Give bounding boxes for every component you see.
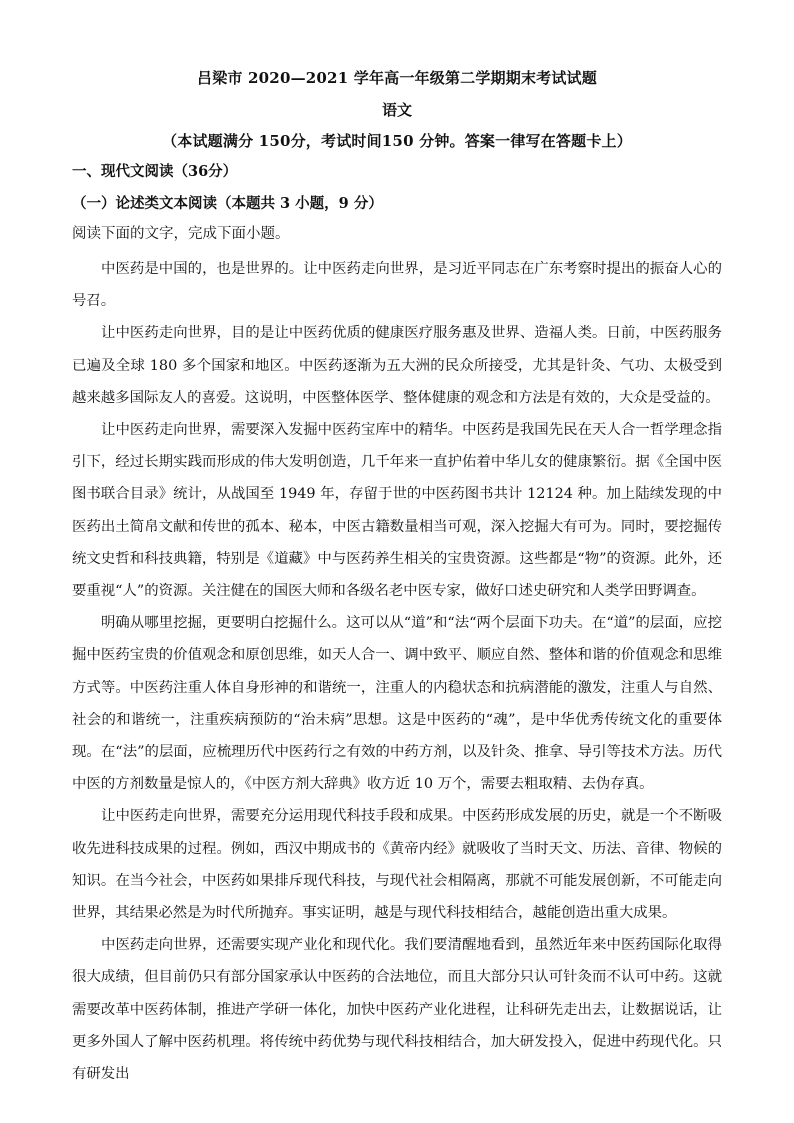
subject-title: 语文 (381, 101, 412, 119)
exam-note: （本试题满分 150分，考试时间150 分钟。答案一律写在答题卡上） (162, 132, 632, 150)
reading-passage (72, 253, 722, 1090)
section-heading: 一、现代文阅读（36分） (72, 163, 238, 180)
subsection-heading: （一）论述类文本阅读（本题共 3 小题，9 分） (72, 195, 383, 212)
exam-title: 吕梁市 2020—2021 学年高一年级第二学期期末考试试题 (197, 69, 597, 87)
passage-paragraph: 中医药是中国的，也是世界的。让中医药走向世界，是习近平同志在广东考察时提出的振奋人心的号召。 (72, 261, 722, 310)
passage-paragraph: 让中医药走向世界，需要充分运用现代科技手段和成果。中医药形成发展的历史，就是一个不断吸收先进科技成果的过程。例如，西汉中期成书的《黄帝内经》就吸收了当时天文、历法、音律、物候的知识。在当今社会，中医药如果排斥现代科技，与现代社会相隔离，那就不可能发展创新，不可能走向世界，其结果必然是为时代所抛弃。事实证明，越是与现代科技相结合，越能创造出重大成果。 (72, 808, 722, 922)
passage-paragraph: 中医药走向世界，还需要实现产业化和现代化。我们要清醒地看到，虽然近年来中医药国际化取得很大成绩，但目前仍只有部分国家承认中医药的合法地位，而且大部分只认可针灸而不认可中药。这就需要改革中医药体制，推进产学研一体化，加快中医药产业化进程，让科研先走出去，让数据说话，让更多外国人了解中医药机理。将传统中药优势与现代科技相结合，加大研发投入，促进中药现代化。只有研发出 (72, 937, 722, 1083)
passage-paragraph: 让中医药走向世界，目的是让中医药优质的健康医疗服务惠及世界、造福人类。日前，中医药服务已遍及全球 180 多个国家和地区。中医药逐渐为五大洲的民众所接受，尤其是针灸、气功、太极受到越来越多国际友人的喜爱。这说明，中医整体医学、整体健康的观念和方法是有效的，大众是受益的。 (72, 325, 722, 406)
reading-instruction: 阅读下面的文字，完成下面小题。 (72, 226, 290, 242)
passage-paragraph: 让中医药走向世界，需要深入发掘中医药宝库中的精华。中医药是我国先民在天人合一哲学理念指引下，经过长期实践而形成的伟大发明创造，几千年来一直护佑着中华儿女的健康繁衍。据《全国中医图书联合目录》统计，从战国至 1949 年，存留于世的中医药图书共计 12124 种。加上陆续发现的中医药出土简帛文献和传世的孤本、秘本，中医古籍数量相当可观，深入挖掘大有可为。同时，要挖掘传统文史哲和科技典籍，特别是《道藏》中与医药养生相关的宝贵资源。这些都是“物”的资源。此外，还要重视“人”的资源。关注健在的国医大师和各级名老中医专家，做好口述史研究和人类学田野调查。 (72, 422, 722, 600)
passage-paragraph: 明确从哪里挖掘，更要明白挖掘什么。这可以从“道”和“法“两个层面下功夫。在“道”的层面，应挖掘中医药宝贵的价值观念和原创思维，如天人合一、调中致平、顺应自然、整体和谐的价值观念和思维方式等。中医药注重人体自身形神的和谐统一，注重人的内稳状态和抗病潜能的激发，注重人与自然、社会的和谐统一，注重疾病预防的“治未病”思想。这是中医药的“魂”，是中华优秀传统文化的重要体现。在“法”的层面，应梳理历代中医药行之有效的中药方剂，以及针灸、推拿、导引等技术方法。历代中医的方剂数量是惊人的，《中医方剂大辞典》收方近 10 万个，需要去粗取精、去伪存真。 (72, 615, 722, 793)
